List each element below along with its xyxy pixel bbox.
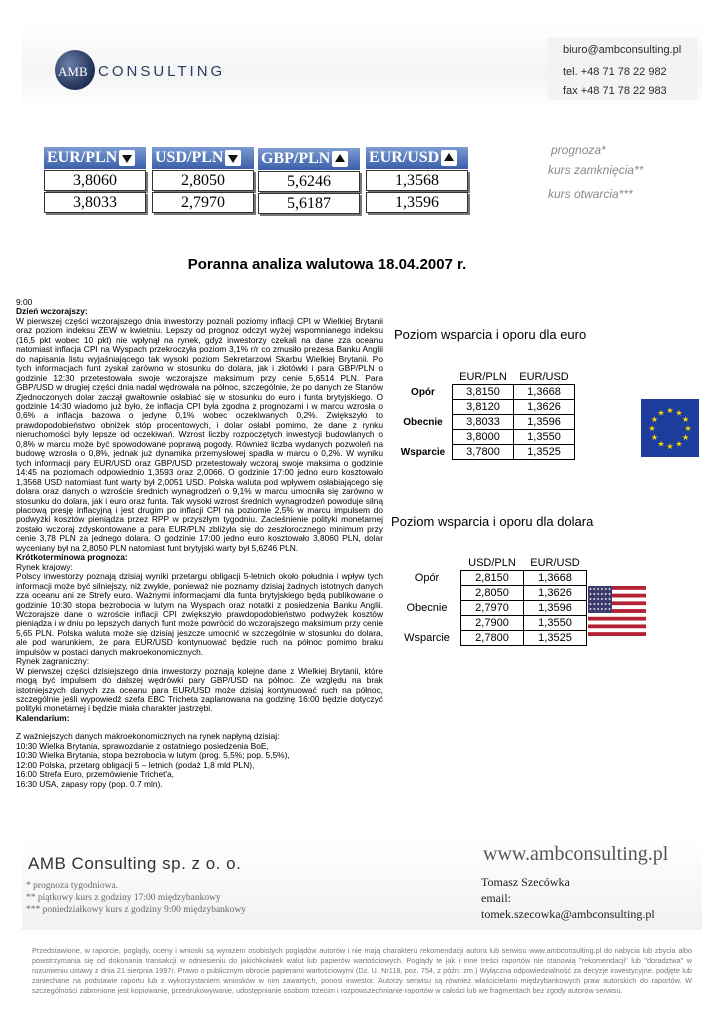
legend-zamkniecia: kurs zamknięcia** bbox=[548, 163, 644, 177]
table-row bbox=[394, 571, 587, 586]
us-stripe bbox=[588, 624, 646, 628]
row-label: Obecnie bbox=[403, 416, 443, 428]
table-cell: 1,3550 bbox=[514, 430, 575, 445]
footer-note: *** poniedziałkowy kurs z godziny 9:00 międzybankowy bbox=[26, 905, 247, 915]
eu-star-icon: ★ bbox=[666, 406, 674, 415]
row-label: Wsparcie bbox=[400, 446, 446, 458]
us-star-icon bbox=[601, 593, 603, 595]
table-row bbox=[394, 445, 575, 460]
us-star-icon bbox=[605, 603, 607, 605]
legend-prognoza: prognoza* bbox=[551, 143, 606, 157]
column-header: USD/PLN bbox=[468, 557, 516, 569]
us-star-icon bbox=[590, 603, 592, 605]
calendar-item: 10:30 Wielka Brytania, sprawozdanie z ostatniego posiedzenia BoE, bbox=[16, 740, 269, 751]
analysis-body bbox=[16, 298, 383, 789]
us-flag-icon bbox=[588, 586, 646, 636]
footer-disclaimer: Przedstawione, w raporcie, poglądy, oceny i wnioski są wyrazem osobistych poglądów autorów i nie mają charakteru rekomendacji autora lub serwisu www.ambconsulting.pl do nabycia lub zbycia albo powstrzymania się od dokonania transakcji w odniesieniu do jakichkolwiek walut lub papierów wartościowych. Poglądy te jak i inne treści raportów nie stanowią "rekomendacji" lub "doradztwa" w rozumieniu ustawy z dnia 21 sierpnia 1997r. Prawo o publicznym obrocie papierami wartościowymi (Dz. U. Nr118, poz. 754, z późn. zm.) Wyłączna odpowiedzialność za decyzje inwestycyjne, podjęte lub zaniechane na podstawie raportu lub z wykorzystaniem wniosków w nim zawartych, ponosi inwestor. Autorzy serwisu są również właścicielami międzybankowych praw autorskich do raportów. W szczególności zabronione jest kopiowanie, przedrukowywanie, udostępnianie osobom trzecim i rozpowszechnianie raportów w całości lub we fragmentach bez zgody autorów serwisu. bbox=[32, 946, 692, 995]
contact-email[interactable]: biuro@ambconsulting.pl bbox=[563, 44, 682, 56]
calendar-item: 10:30 Wielka Brytania, stopa bezrobocia w lutym (prog. 5,5%; pop. 5,5%), bbox=[16, 750, 290, 761]
us-star-icon bbox=[597, 588, 599, 590]
footer-company: AMB Consulting sp. z o. o. bbox=[28, 854, 242, 873]
us-star-icon bbox=[590, 598, 592, 600]
table-cell: 1,3626 bbox=[524, 586, 587, 601]
us-star-icon bbox=[601, 608, 603, 610]
currency-close: 1,3596 bbox=[366, 192, 468, 213]
us-star-icon bbox=[593, 603, 595, 605]
column-header: EUR/USD bbox=[519, 371, 569, 383]
currency-label: USD/PLN bbox=[155, 149, 224, 166]
currency-label: EUR/PLN bbox=[47, 149, 118, 166]
us-star-icon bbox=[593, 593, 595, 595]
table-cell: 3,8150 bbox=[453, 385, 514, 400]
us-star-icon bbox=[593, 588, 595, 590]
currency-box-gbppln bbox=[258, 148, 360, 214]
table-cell: 3,8000 bbox=[453, 430, 514, 445]
currency-header bbox=[258, 148, 360, 170]
us-stripe bbox=[588, 632, 646, 636]
us-star-icon bbox=[605, 593, 607, 595]
table-header-row bbox=[394, 556, 587, 571]
table-cell: 2,8050 bbox=[461, 586, 524, 601]
row-label bbox=[394, 616, 461, 631]
eu-star-icon: ★ bbox=[657, 439, 665, 449]
table-cell: 3,8120 bbox=[453, 400, 514, 415]
currency-header bbox=[152, 147, 254, 169]
row-label bbox=[394, 430, 453, 445]
arrow-up-icon bbox=[332, 151, 348, 167]
us-star-icon bbox=[609, 593, 611, 595]
table-cell: 1,3668 bbox=[524, 571, 587, 586]
euro-levels-table bbox=[394, 370, 575, 460]
contact-tel: tel. +48 71 78 22 982 bbox=[563, 66, 667, 78]
table-cell: 1,3596 bbox=[514, 415, 575, 430]
currency-box-usdpln bbox=[152, 147, 254, 213]
calendar-item: 16:00 Strefa Euro, przemówienie Trichet'a, bbox=[16, 769, 175, 780]
table-cell: 1,3626 bbox=[514, 400, 575, 415]
section-heading-forecast: Krótkoterminowa prognoza: bbox=[16, 552, 128, 563]
subheading-domestic: Rynek krajowy: bbox=[16, 561, 73, 572]
us-star-icon bbox=[590, 588, 592, 590]
eu-star-icon: ★ bbox=[675, 408, 683, 418]
us-stripe bbox=[588, 628, 646, 632]
us-stripe bbox=[588, 617, 646, 621]
paragraph-calendar-intro: Z ważniejszych danych makroekonomicznych na rynek napłyną dzisiaj: bbox=[16, 731, 280, 742]
table-row bbox=[394, 415, 575, 430]
currency-forecast: 2,8050 bbox=[152, 170, 254, 191]
currency-header bbox=[44, 147, 146, 169]
currency-forecast: 1,3568 bbox=[366, 170, 468, 191]
row-label: Wsparcie bbox=[404, 632, 450, 644]
currency-label: GBP/PLN bbox=[261, 150, 331, 167]
footer-email-link[interactable]: tomek.szecowka@ambconsulting.pl bbox=[481, 907, 655, 921]
calendar-item: 12:00 Polska, przetarg obligacji 5 – letnich (podaż 1,8 mld PLN), bbox=[16, 759, 255, 770]
table-cell: 1,3525 bbox=[524, 631, 587, 646]
currency-box-eurpln bbox=[44, 147, 146, 213]
currency-close: 2,7970 bbox=[152, 192, 254, 213]
us-flag-graphic bbox=[588, 586, 646, 636]
euro-table-title: Poziom wsparcia i oporu dla euro bbox=[394, 327, 587, 342]
us-star-icon bbox=[593, 598, 595, 600]
eu-star-icon: ★ bbox=[682, 415, 690, 424]
eu-star-icon: ★ bbox=[682, 433, 690, 442]
calendar-item: 16:30 USA, zapasy ropy (pop. 0.7 mln). bbox=[16, 778, 163, 789]
row-label: Opór bbox=[414, 572, 440, 584]
table-row bbox=[394, 430, 575, 445]
table-cell: 2,7800 bbox=[461, 631, 524, 646]
arrow-up-icon bbox=[441, 150, 457, 166]
legend-otwarcia: kurs otwarcia*** bbox=[548, 187, 633, 201]
table-cell: 1,3550 bbox=[524, 616, 587, 631]
table-row bbox=[394, 601, 587, 616]
footer-url-link[interactable]: www.ambconsulting.pl bbox=[483, 843, 669, 865]
us-star-icon bbox=[597, 608, 599, 610]
paragraph-foreign: W pierwszej części dzisiejszego dnia inwestorzy poznają kolejne dane z Wielkiej Brytanii, które mogą być impulsem do dalszej wędrówki pary GBP/USD na północ. Ze względu na brak istotniejszych danych zza oceanu para EUR/USD może dzisiaj kontynuować ruch na północ, szczególnie jeśli wypowiedź szefa EBC Tricheta zaplanowana na godzinę 16:00 będzie dotyczyć polityki monetarnej i będzie miała charakter jastrzębi. bbox=[16, 665, 383, 714]
us-star-icon bbox=[605, 608, 607, 610]
arrow-down-icon bbox=[119, 150, 135, 166]
table-row bbox=[394, 586, 587, 601]
table-cell: 3,7800 bbox=[453, 445, 514, 460]
contact-fax: fax +48 71 78 22 983 bbox=[563, 85, 667, 97]
currency-header bbox=[366, 147, 468, 169]
us-star-icon bbox=[609, 588, 611, 590]
row-label: Obecnie bbox=[406, 602, 448, 614]
us-star-icon bbox=[601, 598, 603, 600]
eu-star-icon: ★ bbox=[684, 424, 692, 433]
report-time: 9:00 bbox=[16, 297, 33, 307]
eu-flag-icon bbox=[641, 399, 699, 457]
us-star-icon bbox=[590, 593, 592, 595]
logo-amb-text: AMB bbox=[58, 64, 88, 79]
currency-forecast: 3,8060 bbox=[44, 170, 146, 191]
us-star-icon bbox=[597, 603, 599, 605]
us-star-icon bbox=[597, 593, 599, 595]
us-star-icon bbox=[601, 588, 603, 590]
us-star-icon bbox=[609, 603, 611, 605]
table-cell: 1,3596 bbox=[524, 601, 587, 616]
section-heading-yesterday: Dzień wczorajszy: bbox=[16, 306, 88, 317]
us-stripe bbox=[588, 613, 646, 617]
us-star-icon bbox=[605, 588, 607, 590]
footer-note: * prognoza tygodniowa. bbox=[26, 881, 119, 891]
table-cell: 1,3525 bbox=[514, 445, 575, 460]
table-cell: 2,8150 bbox=[461, 571, 524, 586]
usd-levels-table bbox=[394, 556, 587, 646]
paragraph-yesterday: W pierwszej części wczorajszego dnia inwestorzy poznali poziomy inflacji CPI w Wielkiej Brytanii oraz poziom indeksu ZEW w kwietniu. Lepszy od prognoz odczyt wyżej wspomnianego indeksu (16,5 pkt wobec 10 pkt) nie wpłynął na rynek, gdyż inwestorzy czekali na dane zza oceanu natomiast inflacja CPI na Wyspach przekroczyła poziom 3,1% r/r co zmusiło prezesa Banku Anglii do napisania listu wyjaśniającego tak wysoki poziom Sekretarzowi Skarbu Wielkiej Brytanii. Po tych informacjach funt zyskał zarówno w stosunku do dolara, jak i złotówki i para GBP/PLN o godzinie 12:30 przetestowała swoje wczorajsze maksimum przy cenie 5,6514 PLN. Para GBP/USD w drugiej części dnia nadal wędrowała na północ, szczególnie, że po danych ze Stanów Zjednoczonych dolar zaczął gwałtownie osłabiać się w stosunku do euro i funta brytyjskiego. O godzinie 14:30 wiadomo już było, że inflacja CPI była zgodna z prognozami i w marcu wzrosła o 0,6% a inflacja bazowa o jedyne 0,1% wobec oczekiwanych 0,2%. Zwiększyło to prawdopodobieństwo obniżek stóp procentowych, i dolar osłabł pomimo, że dane z rynku nieruchomości były lepsze od oczekiwań. Wzrost liczby rozpoczętych inwestycji budowlanych o 0,8% w marcu może być spowodowane poprawą pogody. Również liczba wydanych pozwoleń na budowę wzrosła o 0,8%, jednak już dynamika przemysłowej spadła w marcu o 0,2%. W wyniku tych informacji pary EUR/USD oraz GBP/USD przetestowały wczoraj swoje maksima o godzinie 14:45 na poziomach odpowiednio 1,3593 oraz 2,0066. O godzinie 17:00 jedno euro kosztowało 1,3568 USD natomiast funt warty był 2,0051 USD. Polska waluta pod wpływem osłabiającego się dolara oraz danych o wzroście średnich wynagrodzeń o 9,1% w marcu umocniła się zarówno w stosunku do dolara, jak i euro oraz funta. Tak wysoki wzrost średnich wynagrodzeń powoduje silną płacową presję inflacyjną i jest drugim po inflacji CPI na poziomie 2,5% w marcu impulsem do podwyżki kosztów pieniądza przez RPP w przyszłym tygodniu. Zacieśnienie polityki monetarnej zostało wczoraj zdyskontowane a para EUR/PLN zbliżyła się do zeszłorocznego minimum przy cenie 3,78 PLN za jednego dolara. O godzinie 17:00 jedno euro kosztowało 3,8060 PLN, dolar wyceniany był na 2,8050 PLN natomiast funt brytyjski warty był 5,6246 PLN. bbox=[16, 315, 383, 553]
table-row bbox=[394, 400, 575, 415]
currency-box-eurusd bbox=[366, 147, 468, 213]
table-cell: 2,7970 bbox=[461, 601, 524, 616]
table-header-row bbox=[394, 370, 575, 385]
us-star-icon bbox=[597, 598, 599, 600]
footer-note: ** piątkowy kurs z godziny 17:00 międzybankowy bbox=[26, 893, 221, 903]
us-star-icon bbox=[590, 608, 592, 610]
row-label bbox=[394, 400, 453, 415]
us-star-icon bbox=[601, 603, 603, 605]
table-cell: 2,7900 bbox=[461, 616, 524, 631]
section-heading-calendar: Kalendarium: bbox=[16, 712, 70, 723]
eu-star-icon: ★ bbox=[650, 415, 658, 424]
footer-email-label: email: bbox=[481, 891, 511, 905]
paragraph-domestic: Polscy inwestorzy poznają dzisiaj wyniki przetargu obligacji 5-letnich około południa i wpływ tych informacji może być silniejszy, niż zwykle, ponieważ nie poznamy dzisiaj żadnych istotnych danych zza oceanu ani ze Strefy euro. Ważnymi informacjami dla funta brytyjskiego będą publikowane o godzinie 10:30 stopa bezrobocia w lutym na Wyspach oraz notatki z posiedzenia Banku Anglii. Wczorajsze dane o wzroście inflacji CPI zwiększyło prawdopodobieństwo podwyżek kosztów pieniądza i w dniu po lepszych danych funt może powrócić do wczorajszego maksimum przy cenie 5,65 PLN. Polska waluta może się dzisiaj jeszcze umocnić w szczególnie w stosunku do dolara, ale pod warunkiem, że para EUR/USD kontynuować będzie ruch na północ pomimo braku impulsów w postaci danych makroekonomicznych. bbox=[16, 571, 383, 657]
eu-star-icon: ★ bbox=[675, 439, 683, 449]
currency-label: EUR/USD bbox=[369, 149, 440, 166]
table-row bbox=[394, 616, 587, 631]
eu-star-icon: ★ bbox=[650, 433, 658, 442]
column-header: EUR/PLN bbox=[459, 371, 507, 383]
table-cell: 3,8033 bbox=[453, 415, 514, 430]
arrow-down-icon bbox=[225, 150, 241, 166]
us-star-icon bbox=[605, 598, 607, 600]
table-row bbox=[394, 385, 575, 400]
page-title: Poranna analiza walutowa 18.04.2007 r. bbox=[187, 256, 467, 273]
eu-star-icon: ★ bbox=[666, 442, 674, 451]
eu-star-icon: ★ bbox=[648, 424, 656, 433]
eu-stars-icon bbox=[641, 399, 699, 457]
currency-close: 3,8033 bbox=[44, 192, 146, 213]
table-row bbox=[394, 631, 587, 646]
subheading-foreign: Rynek zagraniczny: bbox=[16, 656, 90, 667]
logo-consulting-text: CONSULTING bbox=[98, 63, 226, 80]
us-star-icon bbox=[609, 598, 611, 600]
row-label bbox=[394, 586, 461, 601]
us-stripe bbox=[588, 621, 646, 625]
us-star-icon bbox=[609, 608, 611, 610]
usd-table-title: Poziom wsparcia i oporu dla dolara bbox=[391, 514, 594, 529]
footer-person: Tomasz Szecówka bbox=[481, 875, 570, 889]
table-cell: 1,3668 bbox=[514, 385, 575, 400]
eu-star-icon: ★ bbox=[657, 408, 665, 418]
currency-forecast: 5,6246 bbox=[258, 171, 360, 192]
column-header: EUR/USD bbox=[530, 557, 580, 569]
us-star-icon bbox=[593, 608, 595, 610]
row-label: Opór bbox=[411, 386, 435, 398]
currency-close: 5,6187 bbox=[258, 193, 360, 214]
